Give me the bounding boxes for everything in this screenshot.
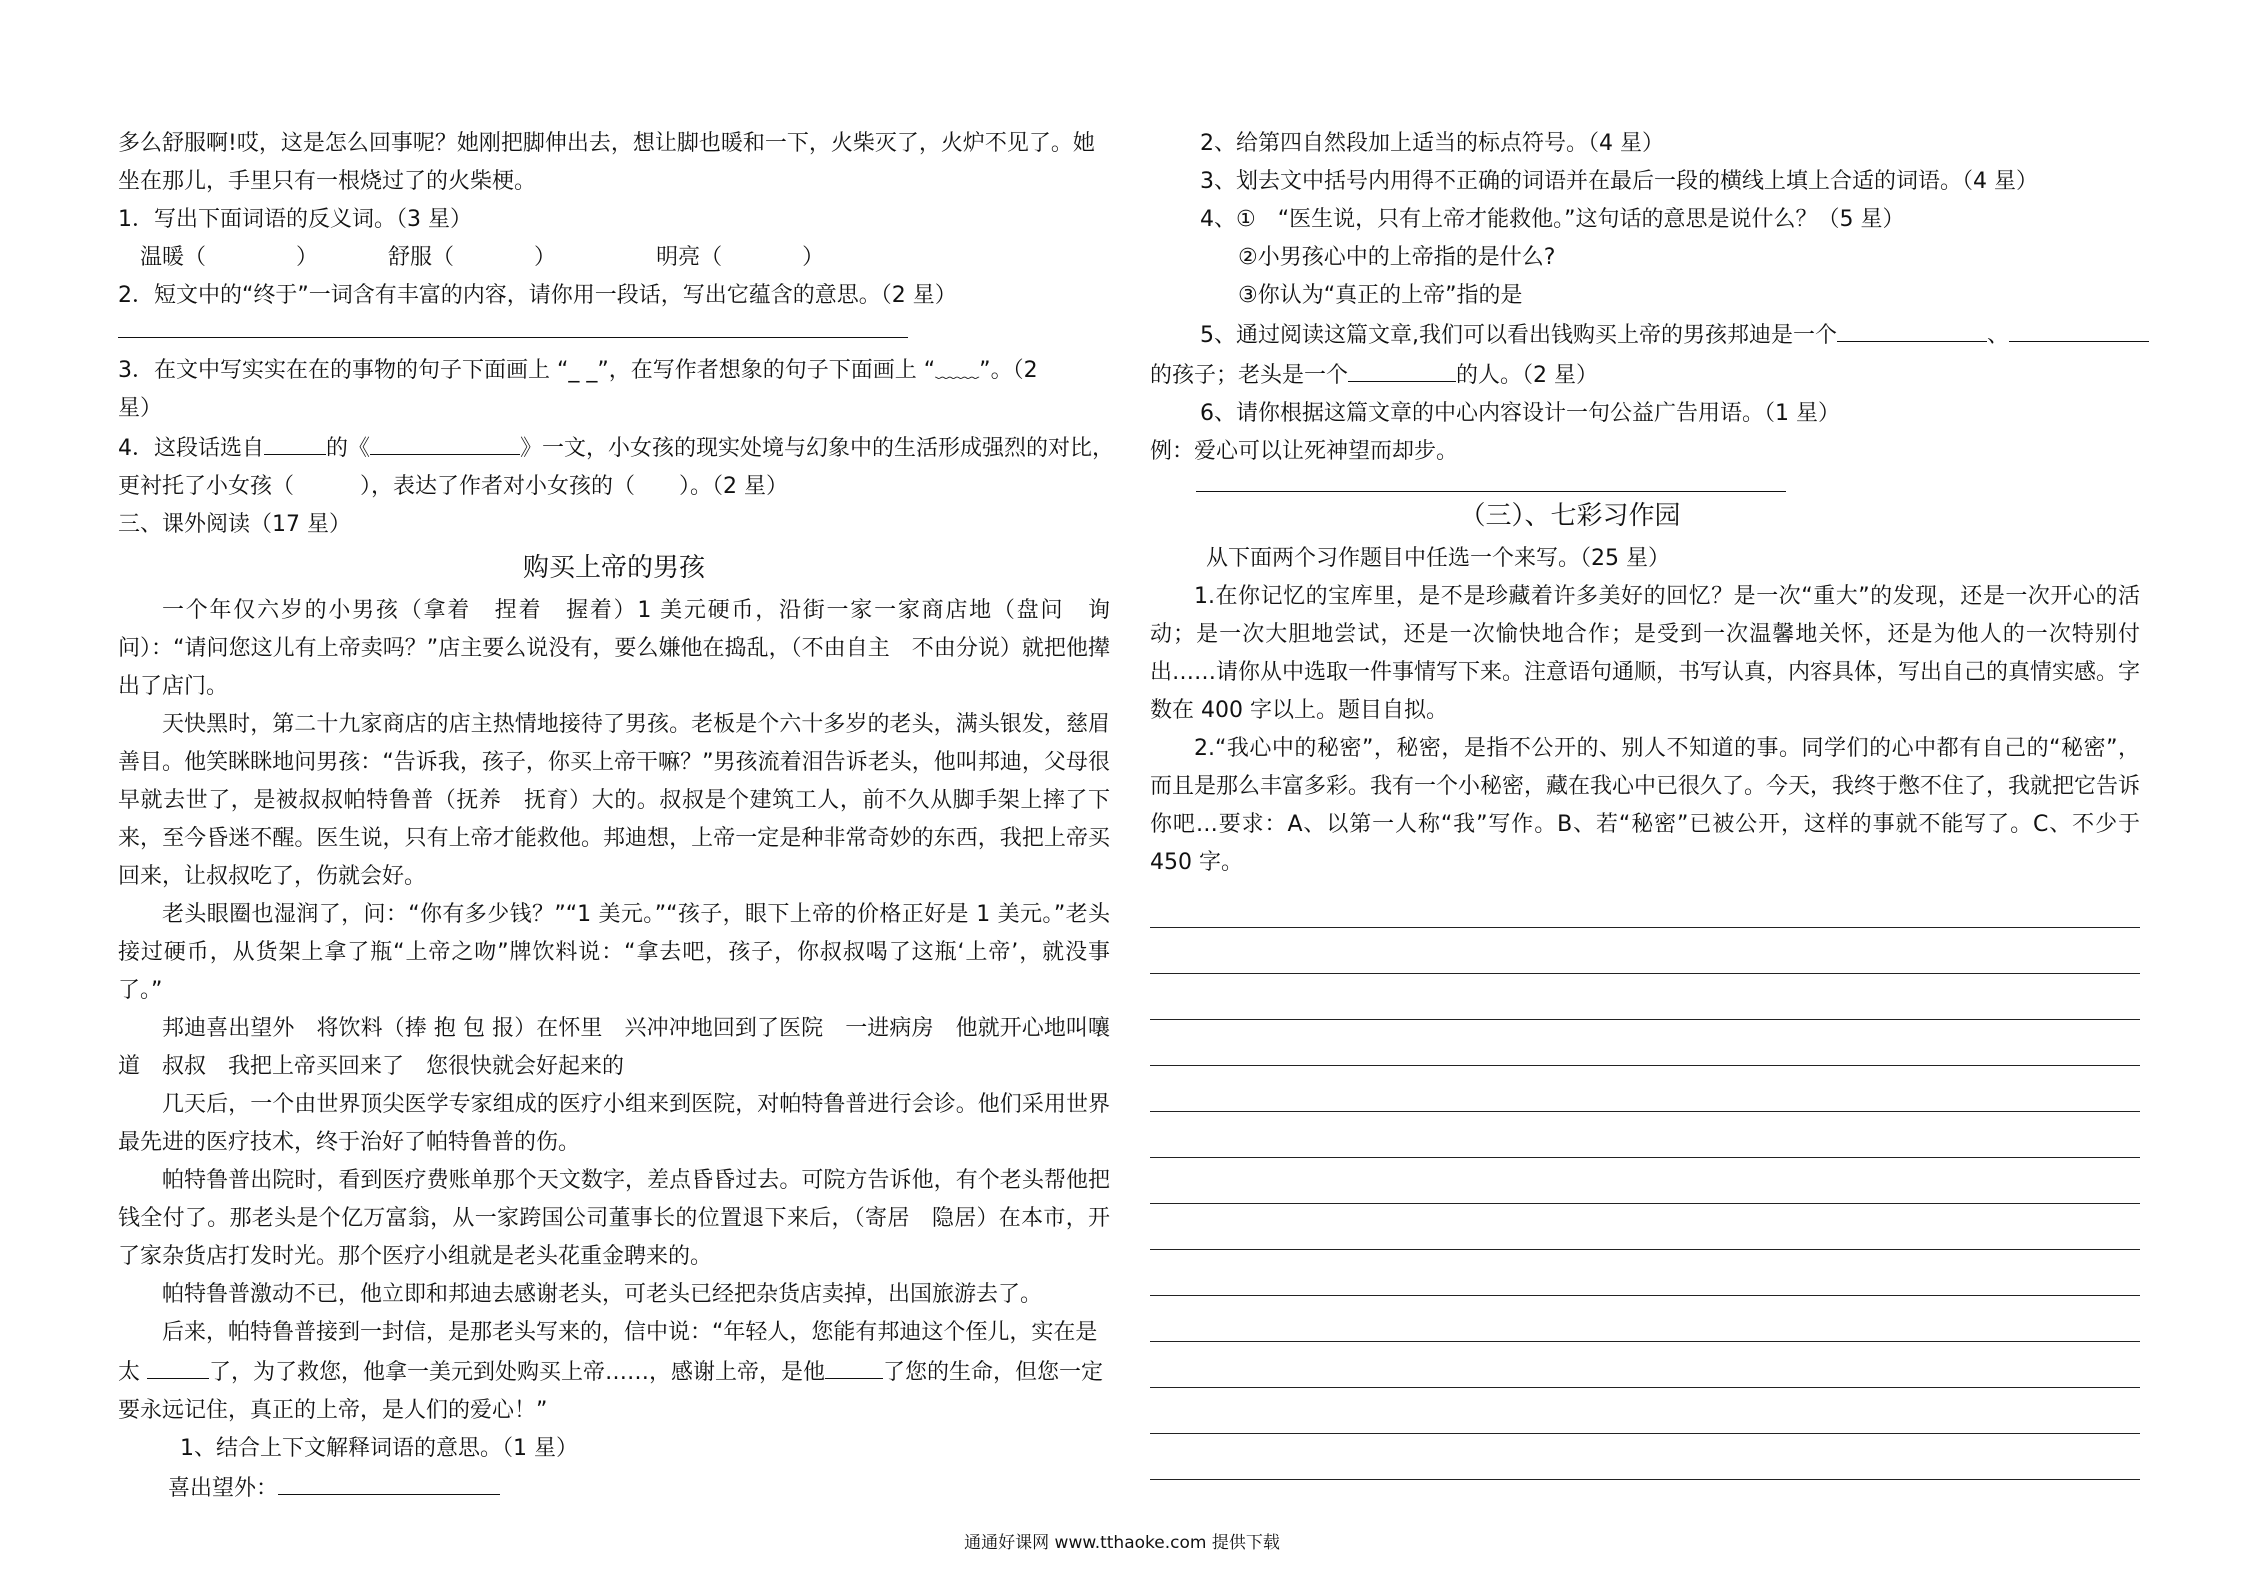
reading-question-1-word: 喜出望外： <box>118 1468 1110 1508</box>
q6-answer-line[interactable] <box>1196 471 1786 492</box>
writing-topic-1: 1.在你记忆的宝库里，是不是珍藏着许多美好的回忆？是一次“重大”的发现，还是一次开心的活动；是一次大胆地尝试，还是一次愉快地合作；是受到一次温馨地关怀，还是为他人的一次特别付出……请你从中选取一件事情写下来。注意语句通顺，书写认真，内容具体，写出自己的真情实感。字数在 400 字以上。题目自拟。 <box>1150 584 2141 723</box>
composition-line[interactable] <box>1150 1388 2140 1434</box>
example-line: 例：爱心可以让死神望而却步。 <box>1150 439 1459 464</box>
question-2: 2．短文中的“终于”一词含有丰富的内容，请你用一段话，写出它蕴含的意思。（2 星） <box>118 283 957 308</box>
question-4: 4．这段话选自 的《 》一文，小女孩的现实处境与幻象中的生活形成强烈的对比， <box>118 428 1110 468</box>
question-3-cont: 星） <box>118 396 163 421</box>
composition-line[interactable] <box>1150 1434 2140 1480</box>
fill-blank-1[interactable] <box>147 1352 209 1379</box>
question-1-words: 温暖（ ） 舒服（ ） 明亮（ ） <box>140 245 825 270</box>
composition-line[interactable] <box>1150 1066 2140 1112</box>
reading-question-5-cont: 的孩子；老头是一个 的人。（2 星） <box>1150 355 2140 395</box>
intro-line-2: 坐在那儿，手里只有一根烧过了的火柴梗。 <box>118 169 537 194</box>
composition-line[interactable] <box>1150 928 2140 974</box>
reading-question-3: 3、划去文中括号内用得不正确的词语并在最后一段的横线上填上合适的词语。（4 星） <box>1200 169 2038 194</box>
composition-line[interactable] <box>1150 1250 2140 1296</box>
story-paragraph: 老头眼圈也湿润了，问：“你有多少钱？”“1 美元。”“孩子，眼下上帝的价格正好是 1 美元。”老头接过硬币，从货架上拿了瓶“上帝之吻”牌饮料说：“拿去吧，孩子，你叔叔喝了这瓶‘上帝’，就没事了。” <box>118 902 1110 1003</box>
composition-line[interactable] <box>1150 1342 2140 1388</box>
composition-line[interactable] <box>1150 1204 2140 1250</box>
story-paragraph: 一个年仅六岁的小男孩（拿着 捏着 握着）1 美元硬币，沿街一家一家商店地（盘问 询问）：“请问您这儿有上帝卖吗？”店主要么说没有，要么嫌他在捣乱，（不由自主 不由分说）就把他撵出了店门。 <box>118 598 1110 699</box>
story-paragraph: 帕特鲁普激动不已，他立即和邦迪去感谢老头，可老头已经把杂货店卖掉，出国旅游去了。 <box>162 1282 1043 1307</box>
story-paragraph: 几天后，一个由世界顶尖医学专家组成的医疗小组来到医院，对帕特鲁普进行会诊。他们采用世界最先进的医疗技术，终于治好了帕特鲁普的伤。 <box>118 1092 1110 1155</box>
writing-intro: 从下面两个习作题目中任选一个来写。（25 星） <box>1206 546 1670 571</box>
intro-line-1: 多么舒服啊!哎，这是怎么回事呢？她刚把脚伸出去，想让脚也暖和一下，火柴灭了，火炉不见了。她 <box>118 131 1095 156</box>
writing-topic-2: 2.“我心中的秘密”，秘密，是指不公开的、别人不知道的事。同学们的心中都有自己的“秘密”，而且是那么丰富多彩。我有一个小秘密，藏在我心中已很久了。今天，我终于憋不住了，我就把它告诉你吧…要求：A、以第一人称“我”写作。B、若“秘密”已被公开，这样的事就不能写了。C、不少于 450 字。 <box>1150 736 2141 875</box>
right-column <box>1150 125 2140 1480</box>
q1-answer-blank[interactable] <box>278 1468 500 1495</box>
story-last-line-3: 要永远记住，真正的上帝，是人们的爱心！” <box>118 1398 548 1423</box>
question-2-answer-line[interactable] <box>118 315 908 338</box>
composition-line[interactable] <box>1150 882 2140 928</box>
writing-section-heading: （三）、七彩习作园 <box>1459 501 1681 531</box>
story-last-line-1: 后来，帕特鲁普接到一封信，是那老头写来的，信中说：“年轻人，您能有邦迪这个侄儿，实在是 <box>162 1320 1098 1345</box>
composition-line[interactable] <box>1150 974 2140 1020</box>
story-paragraph: 天快黑时，第二十九家商店的店主热情地接待了男孩。老板是个六十多岁的老头，满头银发，慈眉善目。他笑眯眯地问男孩：“告诉我，孩子，你买上帝干嘛？”男孩流着泪告诉老头，他叫邦迪，父母很早就去世了，是被叔叔帕特鲁普（抚养 抚育）大的。叔叔是个建筑工人，前不久从脚手架上摔了下来，至今昏迷不醒。医生说，只有上帝才能救他。邦迪想，上帝一定是种非常奇妙的东西，我把上帝买回来，让叔叔吃了，伤就会好。 <box>118 712 1110 889</box>
reading-question-4: 4、① “医生说，只有上帝才能救他。”这句话的意思是说什么？（5 星） <box>1200 207 1905 232</box>
fill-blank-2[interactable] <box>825 1352 883 1379</box>
left-column <box>118 125 1115 1508</box>
composition-line[interactable] <box>1150 1158 2140 1204</box>
q4-title-blank[interactable] <box>370 428 520 455</box>
story-paragraph: 帕特鲁普出院时，看到医疗费账单那个天文数字，差点昏昏过去。可院方告诉他，有个老头帮他把钱全付了。那老头是个亿万富翁，从一家跨国公司董事长的位置退下来后，（寄居 隐居）在本市，开了家杂货店打发时光。那个医疗小组就是老头花重金聘来的。 <box>118 1168 1110 1269</box>
q5-blank-1[interactable] <box>1837 315 1987 342</box>
reading-question-1: 1、结合上下文解释词语的意思。（1 星） <box>180 1436 578 1461</box>
q4-author-blank[interactable] <box>264 428 326 455</box>
story-last-line-2: 太 了，为了救您，他拿一美元到处购买上帝……，感谢上帝，是他 了您的生命，但您一定 <box>118 1352 1110 1392</box>
composition-lines[interactable] <box>1150 882 2140 1480</box>
question-4-cont: 更衬托了小女孩（ ），表达了作者对小女孩的（ ）。（2 星） <box>118 474 788 499</box>
reading-question-2: 2、给第四自然段加上适当的标点符号。（4 星） <box>1200 131 1664 156</box>
question-1: 1．写出下面词语的反义词。（3 星） <box>118 207 472 232</box>
section-3-heading: 三、课外阅读（17 星） <box>118 512 351 537</box>
reading-question-4-3: ③你认为“真正的上帝”指的是 <box>1238 283 1523 308</box>
composition-line[interactable] <box>1150 1112 2140 1158</box>
question-3: 3．在文中写实实在在的事物的句子下面画上 “_ _”，在写作者想象的句子下面画上 “﹏﹏”。（2 <box>118 358 1038 383</box>
composition-line[interactable] <box>1150 1020 2140 1066</box>
reading-question-4-2: ②小男孩心中的上帝指的是什么? <box>1238 245 1556 270</box>
page-footer: 通通好课网 www.tthaoke.com 提供下载 <box>964 1533 1280 1553</box>
reading-question-6: 6、请你根据这篇文章的中心内容设计一句公益广告用语。（1 星） <box>1200 401 1840 426</box>
composition-line[interactable] <box>1150 1296 2140 1342</box>
q5-blank-3[interactable] <box>1348 355 1456 382</box>
story-title: 购买上帝的男孩 <box>522 553 705 583</box>
reading-question-5: 5、通过阅读这篇文章,我们可以看出钱购买上帝的男孩邦迪是一个 、 <box>1150 315 2140 355</box>
q5-blank-2[interactable] <box>2009 315 2149 342</box>
story-paragraph: 邦迪喜出望外 将饮料（捧 抱 包 报）在怀里 兴冲冲地回到了医院 一进病房 他就开心地叫嚷道 叔叔 我把上帝买回来了 您很快就会好起来的 <box>118 1016 1110 1079</box>
